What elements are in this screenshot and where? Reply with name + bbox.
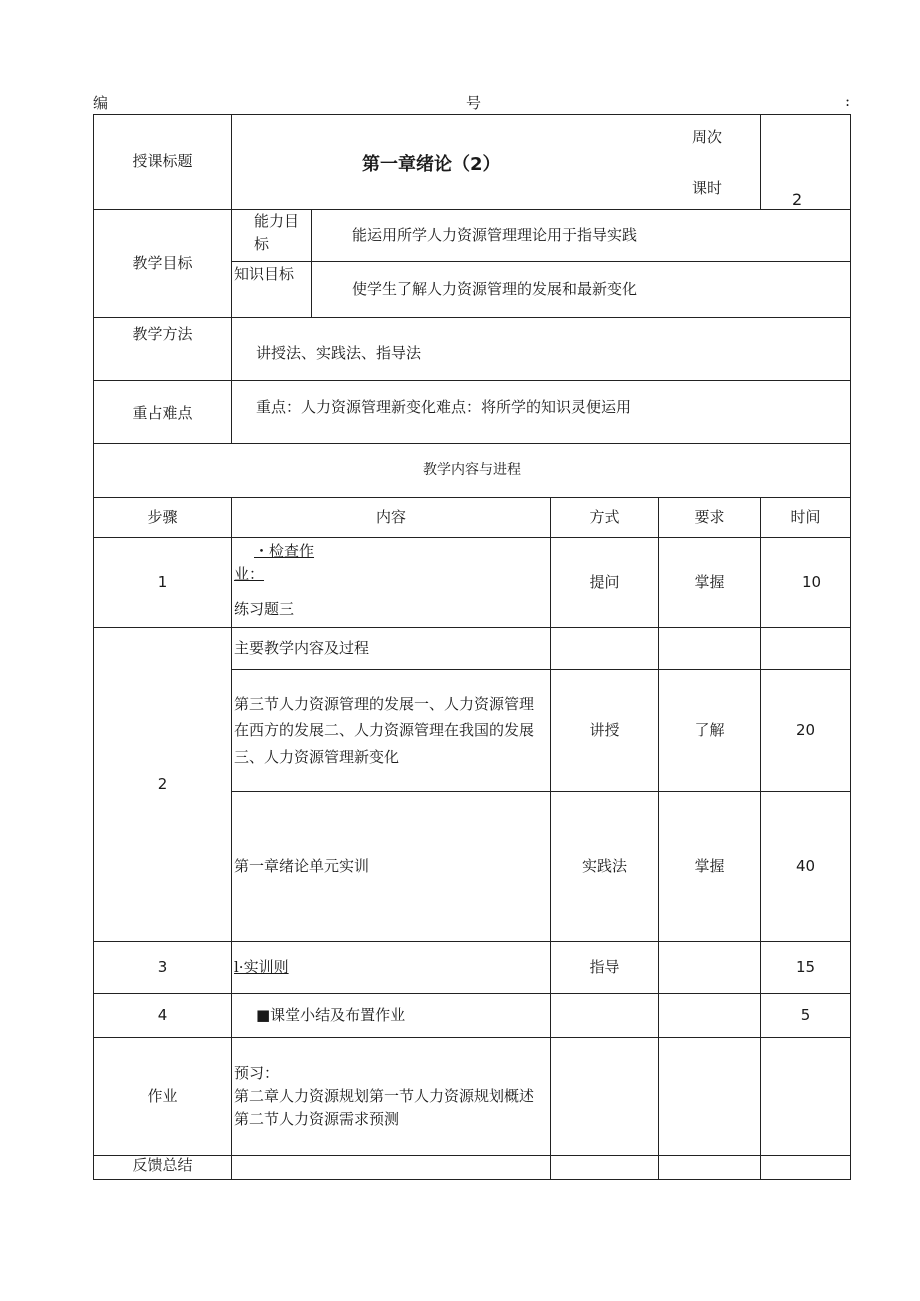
column-header-row: [94, 498, 851, 538]
title-cell: [232, 115, 761, 210]
step-1-time: 10: [761, 538, 851, 628]
empty-cell: [659, 628, 761, 670]
section-row: [94, 444, 851, 498]
col-requirement: 要求: [659, 498, 761, 538]
step-1-requirement: 掌握: [659, 538, 761, 628]
keypoints-label: 重占难点: [94, 381, 232, 444]
col-content: 内容: [232, 498, 551, 538]
step-2-method: 讲授: [551, 670, 659, 792]
empty-cell: [761, 1156, 851, 1180]
ability-row: [94, 210, 851, 262]
knowledge-text: 使学生了解人力资源管理的发展和最新变化: [312, 262, 851, 318]
step-1-row: [94, 538, 851, 628]
empty-cell: [551, 628, 659, 670]
empty-cell: [551, 994, 659, 1038]
step-3-content: l·实训则: [232, 942, 551, 994]
homework-line1: 预习：: [234, 1063, 280, 1082]
header-code-label: 编: [93, 94, 109, 112]
empty-cell: [551, 1156, 659, 1180]
step-3-number: 3: [94, 942, 232, 994]
empty-cell: [761, 628, 851, 670]
method-text: 讲授法、实践法、指导法: [232, 318, 851, 381]
step-4-row: [94, 994, 851, 1038]
hours-cell: [761, 115, 851, 210]
step-2-number: 2: [94, 628, 232, 942]
step-4-content: ■课堂小结及布置作业: [232, 994, 551, 1038]
lesson-title: 第一章绪论（2）: [362, 154, 501, 175]
step-3-row: [94, 942, 851, 994]
homework-label: 作业: [94, 1038, 232, 1156]
col-step: 步骤: [94, 498, 232, 538]
empty-cell: [232, 1156, 551, 1180]
step-1-line3: 练习题三: [234, 600, 295, 618]
step-4-number: 4: [94, 994, 232, 1038]
header-colon: :: [845, 92, 851, 110]
step-2-practice-method: 实践法: [551, 792, 659, 942]
ability-label: 能力目标: [232, 210, 312, 262]
knowledge-label: 知识目标: [232, 262, 312, 318]
step-1-line2: 业：: [234, 565, 265, 583]
section-title: 教学内容与进程: [94, 444, 851, 498]
step-1-line1: ・检查作: [254, 542, 315, 560]
homework-text: 第二章人力资源规划第一节人力资源规划概述第二节人力资源需求预测: [234, 1086, 535, 1129]
step-2-practice: 第一章绪论单元实训: [232, 792, 551, 942]
keypoints-text: 重点：人力资源管理新变化难点：将所学的知识灵便运用: [232, 381, 851, 444]
empty-cell: [659, 942, 761, 994]
step-1-method: 提问: [551, 538, 659, 628]
title-label: 授课标题: [94, 115, 232, 210]
step-3-method: 指导: [551, 942, 659, 994]
ability-text: 能运用所学人力资源管理理论用于指导实践: [312, 210, 851, 262]
step-2-intro-row: [94, 628, 851, 670]
homework-row: [94, 1038, 851, 1156]
empty-cell: [659, 994, 761, 1038]
keypoints-row: [94, 381, 851, 444]
empty-cell: [551, 1038, 659, 1156]
method-row: [94, 318, 851, 381]
objectives-label: 教学目标: [94, 210, 232, 318]
hours-value: 2: [792, 190, 803, 209]
step-4-time: 5: [761, 994, 851, 1038]
step-2-practice-time: 40: [761, 792, 851, 942]
feedback-row: [94, 1156, 851, 1180]
step-1-number: 1: [94, 538, 232, 628]
feedback-label: 反馈总结: [94, 1156, 232, 1180]
empty-cell: [659, 1038, 761, 1156]
empty-cell: [761, 1038, 851, 1156]
col-method: 方式: [551, 498, 659, 538]
document-header: [93, 92, 850, 114]
week-label: 周次: [692, 128, 723, 146]
header-number-label: 号: [466, 94, 482, 112]
step-2-intro: 主要教学内容及过程: [232, 628, 551, 670]
step-1-content: [232, 538, 551, 628]
title-row: [94, 115, 851, 210]
empty-cell: [659, 1156, 761, 1180]
step-2-time: 20: [761, 670, 851, 792]
step-2-requirement: 了解: [659, 670, 761, 792]
step-2-practice-requirement: 掌握: [659, 792, 761, 942]
step-3-time: 15: [761, 942, 851, 994]
lesson-plan-table: [93, 114, 851, 1180]
step-2-body: 第三节人力资源管理的发展一、人力资源管理在西方的发展二、人力资源管理在我国的发展三、人力资源管理新变化: [232, 670, 551, 792]
col-time: 时间: [761, 498, 851, 538]
hours-label: 课时: [692, 179, 723, 197]
homework-content: [232, 1038, 551, 1156]
method-label: 教学方法: [94, 318, 232, 381]
